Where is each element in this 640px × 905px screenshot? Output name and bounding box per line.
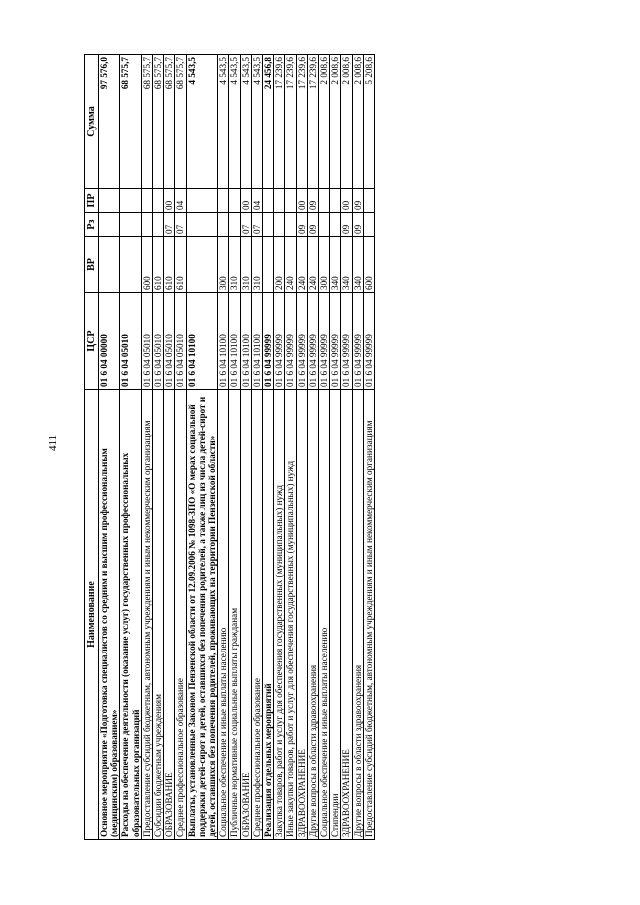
- cell-vr: [263, 237, 274, 293]
- cell-pr: [330, 189, 341, 213]
- cell-csr: 01 6 04 99999: [319, 293, 330, 390]
- cell-name: Выплаты, установленные Законом Пензенской области от 12.09.2006 № 1098-ЗПО «О мерах социальной поддержки детей-сирот и детей, оставшихся без попечения родителей, а также лиц из числа детей-сирот и детей, оставшихся без попечения родителей, проживающих на территории Пензенской области»: [186, 390, 218, 840]
- cell-csr: 01 6 04 99999: [296, 293, 307, 390]
- table-body: [99, 55, 375, 840]
- cell-vr: 240: [296, 237, 307, 293]
- header-csr: ЦСР: [85, 293, 99, 390]
- cell-pr: [218, 189, 229, 213]
- cell-rz: 09: [296, 213, 307, 237]
- cell-rz: [141, 213, 152, 237]
- cell-vr: [186, 237, 218, 293]
- table-row: [330, 55, 341, 840]
- cell-vr: 300: [218, 237, 229, 293]
- cell-rz: [330, 213, 341, 237]
- cell-name: Закупка товаров, работ и услуг для обеспечения государственных (муниципальных) нужд: [274, 390, 285, 840]
- cell-pr: 04: [175, 189, 186, 213]
- cell-name: ЗДРАВООХРАНЕНИЕ: [296, 390, 307, 840]
- cell-name: ОБРАЗОВАНИЕ: [164, 390, 175, 840]
- cell-name: Основное мероприятие «Подготовка специалистов со средним и высшим профессиональным (медицинским) образованием»: [99, 390, 120, 840]
- cell-csr: 01 6 04 00000: [99, 293, 120, 390]
- cell-vr: 310: [229, 237, 240, 293]
- table-row: [229, 55, 240, 840]
- cell-name: Расходы на обеспечение деятельности (оказание услуг) государственных профессиональных образовательных организаций: [120, 390, 141, 840]
- cell-name: Среднее профессиональное образование: [175, 390, 186, 840]
- cell-pr: [263, 189, 274, 213]
- table-row: [175, 55, 186, 840]
- cell-vr: 600: [141, 237, 152, 293]
- table-row: [352, 55, 363, 840]
- budget-table-container: [84, 55, 560, 840]
- cell-pr: [153, 189, 164, 213]
- cell-csr: 01 6 04 99999: [352, 293, 363, 390]
- cell-rz: 09: [341, 213, 352, 237]
- cell-rz: [274, 213, 285, 237]
- cell-csr: 01 6 04 10100: [251, 293, 262, 390]
- cell-csr: 01 6 04 05010: [164, 293, 175, 390]
- cell-csr: 01 6 04 05010: [120, 293, 141, 390]
- cell-sum: 5 208,6: [363, 55, 374, 189]
- cell-sum: 68 575,7: [141, 55, 152, 189]
- cell-sum: 17 239,6: [285, 55, 296, 189]
- cell-rz: 07: [240, 213, 251, 237]
- cell-pr: [141, 189, 152, 213]
- cell-name: Другие вопросы в области здравоохранения: [352, 390, 363, 840]
- cell-pr: 09: [352, 189, 363, 213]
- cell-pr: 04: [251, 189, 262, 213]
- cell-vr: 310: [240, 237, 251, 293]
- cell-csr: 01 6 04 99999: [263, 293, 274, 390]
- cell-vr: 310: [251, 237, 262, 293]
- table-row: [296, 55, 307, 840]
- cell-pr: [274, 189, 285, 213]
- cell-sum: 2 008,6: [319, 55, 330, 189]
- table-row: [99, 55, 120, 840]
- cell-name: Социальное обеспечение и иные выплаты населению: [319, 390, 330, 840]
- table-row: [363, 55, 374, 840]
- header-rz: Рз: [85, 213, 99, 237]
- cell-pr: [99, 189, 120, 213]
- cell-name: Среднее профессиональное образование: [251, 390, 262, 840]
- table-row: [141, 55, 152, 840]
- cell-csr: 01 6 04 05010: [175, 293, 186, 390]
- cell-vr: 340: [330, 237, 341, 293]
- table-row: [120, 55, 141, 840]
- cell-pr: 00: [240, 189, 251, 213]
- cell-csr: 01 6 04 99999: [285, 293, 296, 390]
- cell-name: Субсидии бюджетным учреждениям: [153, 390, 164, 840]
- cell-vr: [120, 237, 141, 293]
- cell-rz: 09: [352, 213, 363, 237]
- cell-sum: 17 239,6: [296, 55, 307, 189]
- cell-sum: 68 575,7: [120, 55, 141, 189]
- cell-vr: 610: [164, 237, 175, 293]
- cell-pr: [363, 189, 374, 213]
- cell-sum: 24 456,8: [263, 55, 274, 189]
- cell-sum: 4 543,5: [251, 55, 262, 189]
- cell-csr: 01 6 04 99999: [274, 293, 285, 390]
- cell-vr: 240: [285, 237, 296, 293]
- cell-csr: 01 6 04 99999: [307, 293, 318, 390]
- cell-name: Социальное обеспечение и иные выплаты населению: [218, 390, 229, 840]
- header-pr: ПР: [85, 189, 99, 213]
- cell-rz: [363, 213, 374, 237]
- cell-name: ЗДРАВООХРАНЕНИЕ: [341, 390, 352, 840]
- budget-table: [84, 54, 375, 840]
- cell-pr: [120, 189, 141, 213]
- cell-sum: 4 543,5: [240, 55, 251, 189]
- cell-sum: 4 543,5: [218, 55, 229, 189]
- table-row: [218, 55, 229, 840]
- cell-pr: [186, 189, 218, 213]
- cell-vr: 610: [175, 237, 186, 293]
- cell-rz: [229, 213, 240, 237]
- cell-csr: 01 6 04 99999: [330, 293, 341, 390]
- header-name: Наименование: [85, 390, 99, 840]
- cell-pr: [229, 189, 240, 213]
- cell-vr: 300: [319, 237, 330, 293]
- cell-vr: 240: [307, 237, 318, 293]
- cell-csr: 01 6 04 10100: [218, 293, 229, 390]
- cell-csr: 01 6 04 10100: [229, 293, 240, 390]
- table-row: [186, 55, 218, 840]
- cell-pr: 09: [307, 189, 318, 213]
- header-sum: Сумма: [85, 55, 99, 189]
- table-row: [341, 55, 352, 840]
- cell-rz: 09: [307, 213, 318, 237]
- cell-csr: 01 6 04 99999: [363, 293, 374, 390]
- table-row: [153, 55, 164, 840]
- cell-vr: 600: [363, 237, 374, 293]
- table-row: [285, 55, 296, 840]
- cell-sum: 2 008,6: [341, 55, 352, 189]
- cell-rz: [319, 213, 330, 237]
- cell-pr: 00: [296, 189, 307, 213]
- cell-rz: [153, 213, 164, 237]
- cell-pr: [319, 189, 330, 213]
- cell-pr: 00: [164, 189, 175, 213]
- cell-name: Предоставление субсидий бюджетным, автономным учреждениям и иным некоммерческим организациям: [363, 390, 374, 840]
- cell-pr: 00: [341, 189, 352, 213]
- cell-sum: 97 576,0: [99, 55, 120, 189]
- cell-vr: [99, 237, 120, 293]
- cell-rz: [263, 213, 274, 237]
- table-row: [319, 55, 330, 840]
- table-row: [164, 55, 175, 840]
- cell-sum: 17 239,6: [307, 55, 318, 189]
- cell-name: Публичные нормативные социальные выплаты гражданам: [229, 390, 240, 840]
- cell-vr: 200: [274, 237, 285, 293]
- cell-sum: 68 575,7: [164, 55, 175, 189]
- table-header-row: [85, 55, 99, 840]
- cell-csr: 01 6 04 99999: [341, 293, 352, 390]
- table-row: [263, 55, 274, 840]
- cell-name: Иные закупки товаров, работ и услуг для обеспечения государственных (муниципальных) нужд: [285, 390, 296, 840]
- cell-rz: [285, 213, 296, 237]
- cell-sum: 68 575,7: [175, 55, 186, 189]
- cell-rz: [186, 213, 218, 237]
- cell-sum: 2 008,6: [330, 55, 341, 189]
- cell-rz: 07: [175, 213, 186, 237]
- cell-name: Другие вопросы в области здравоохранения: [307, 390, 318, 840]
- cell-name: Предоставление субсидий бюджетным, автономным учреждениям и иным некоммерческим организациям: [141, 390, 152, 840]
- cell-csr: 01 6 04 05010: [141, 293, 152, 390]
- cell-vr: 340: [341, 237, 352, 293]
- cell-sum: 2 008,6: [352, 55, 363, 189]
- cell-rz: 07: [251, 213, 262, 237]
- cell-rz: [120, 213, 141, 237]
- cell-csr: 01 6 04 10100: [186, 293, 218, 390]
- cell-rz: [218, 213, 229, 237]
- cell-sum: 17 239,6: [274, 55, 285, 189]
- table-row: [240, 55, 251, 840]
- cell-csr: 01 6 04 10100: [240, 293, 251, 390]
- cell-vr: 340: [352, 237, 363, 293]
- cell-name: Стипендии: [330, 390, 341, 840]
- page-number: 411: [47, 434, 59, 452]
- cell-sum: 4 543,5: [186, 55, 218, 189]
- cell-rz: 07: [164, 213, 175, 237]
- cell-rz: [99, 213, 120, 237]
- table-row: [251, 55, 262, 840]
- cell-vr: 610: [153, 237, 164, 293]
- table-row: [274, 55, 285, 840]
- cell-sum: 68 575,7: [153, 55, 164, 189]
- cell-name: ОБРАЗОВАНИЕ: [240, 390, 251, 840]
- cell-pr: [285, 189, 296, 213]
- table-row: [307, 55, 318, 840]
- header-vr: ВР: [85, 237, 99, 293]
- cell-name: Реализация отдельных мероприятий: [263, 390, 274, 840]
- cell-sum: 4 543,5: [229, 55, 240, 189]
- cell-csr: 01 6 04 05010: [153, 293, 164, 390]
